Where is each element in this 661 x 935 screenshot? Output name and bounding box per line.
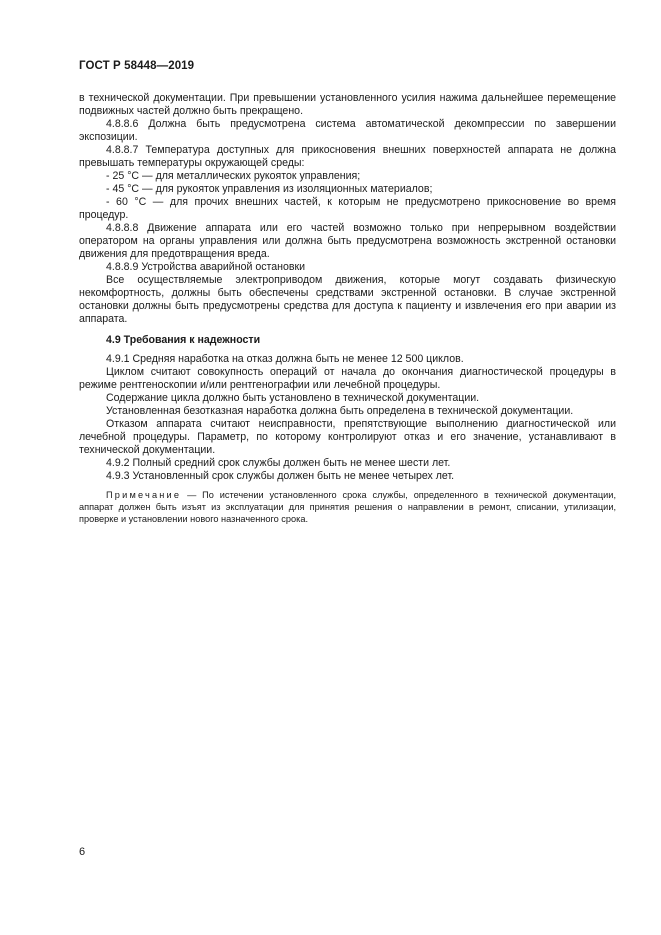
document-header: ГОСТ Р 58448—2019: [79, 60, 195, 72]
paragraph: 4.9.3 Установленный срок службы должен быть не менее четырех лет.: [106, 470, 455, 482]
note-text: — По истечении установленного срока службы, определенного в технической документации, аппарат должен быть изъят из эксплуатации для принятия решения о направлении в ремонт, списании, утилизации, проверке и установлении нового назначенного срока.: [79, 490, 616, 524]
document-body: [79, 92, 616, 525]
note: [79, 489, 616, 525]
paragraph: 4.8.8.6 Должна быть предусмотрена система автоматической декомпрессии по завершении экспозиции.: [79, 118, 616, 143]
paragraph: Циклом считают совокупность операций от начала до окончания диагностической процедуры в режиме рентгеноскопии и/или рентгенографии или лечебной процедуры.: [79, 366, 616, 391]
paragraph: Установленная безотказная наработка должна быть определена в технической документации.: [106, 405, 574, 417]
paragraph: 4.8.8.9 Устройства аварийной остановки: [106, 261, 306, 273]
note-label: Примечание: [106, 490, 182, 500]
list-item: - 25 °С — для металлических рукояток управления;: [106, 170, 361, 182]
list-item: - 60 °С — для прочих внешних частей, к которым не предусмотрено прикосновение во время процедур.: [79, 196, 616, 221]
paragraph: Все осуществляемые электроприводом движения, которые могут создавать физическую некомфортность, должны быть обеспечены средствами экстренной остановки. В случае экстренной остановки должны быть предусмотрены средства для доступа к пациенту и извлечения его при аварии из аппарата.: [79, 274, 616, 325]
paragraph: 4.8.8.7 Температура доступных для прикосновения внешних поверхностей аппарата не должна превышать температуры окружающей среды:: [79, 144, 616, 169]
section-heading: 4.9 Требования к надежности: [106, 334, 261, 346]
paragraph: 4.9.2 Полный средний срок службы должен быть не менее шести лет.: [106, 457, 451, 469]
paragraph: 4.8.8.8 Движение аппарата или его частей возможно только при непрерывном воздействии оператором на органы управления или должна быть предусмотрена возможность экстренной остановки движения для предотвращения вреда.: [79, 222, 616, 260]
list-item: - 45 °С — для рукояток управления из изоляционных материалов;: [106, 183, 433, 195]
page-number: 6: [79, 846, 86, 858]
paragraph: Содержание цикла должно быть установлено в технической документации.: [106, 392, 480, 404]
paragraph: Отказом аппарата считают неисправности, препятствующие выполнению диагностической или лечебной процедуры. Параметр, по которому контролируют отказ и его значение, устанавливают в технической документации.: [79, 418, 616, 456]
paragraph: в технической документации. При превышении установленного усилия нажима дальнейшее перемещение подвижных частей должно быть прекращено.: [79, 92, 616, 117]
paragraph: 4.9.1 Средняя наработка на отказ должна быть не менее 12 500 циклов.: [106, 353, 464, 365]
